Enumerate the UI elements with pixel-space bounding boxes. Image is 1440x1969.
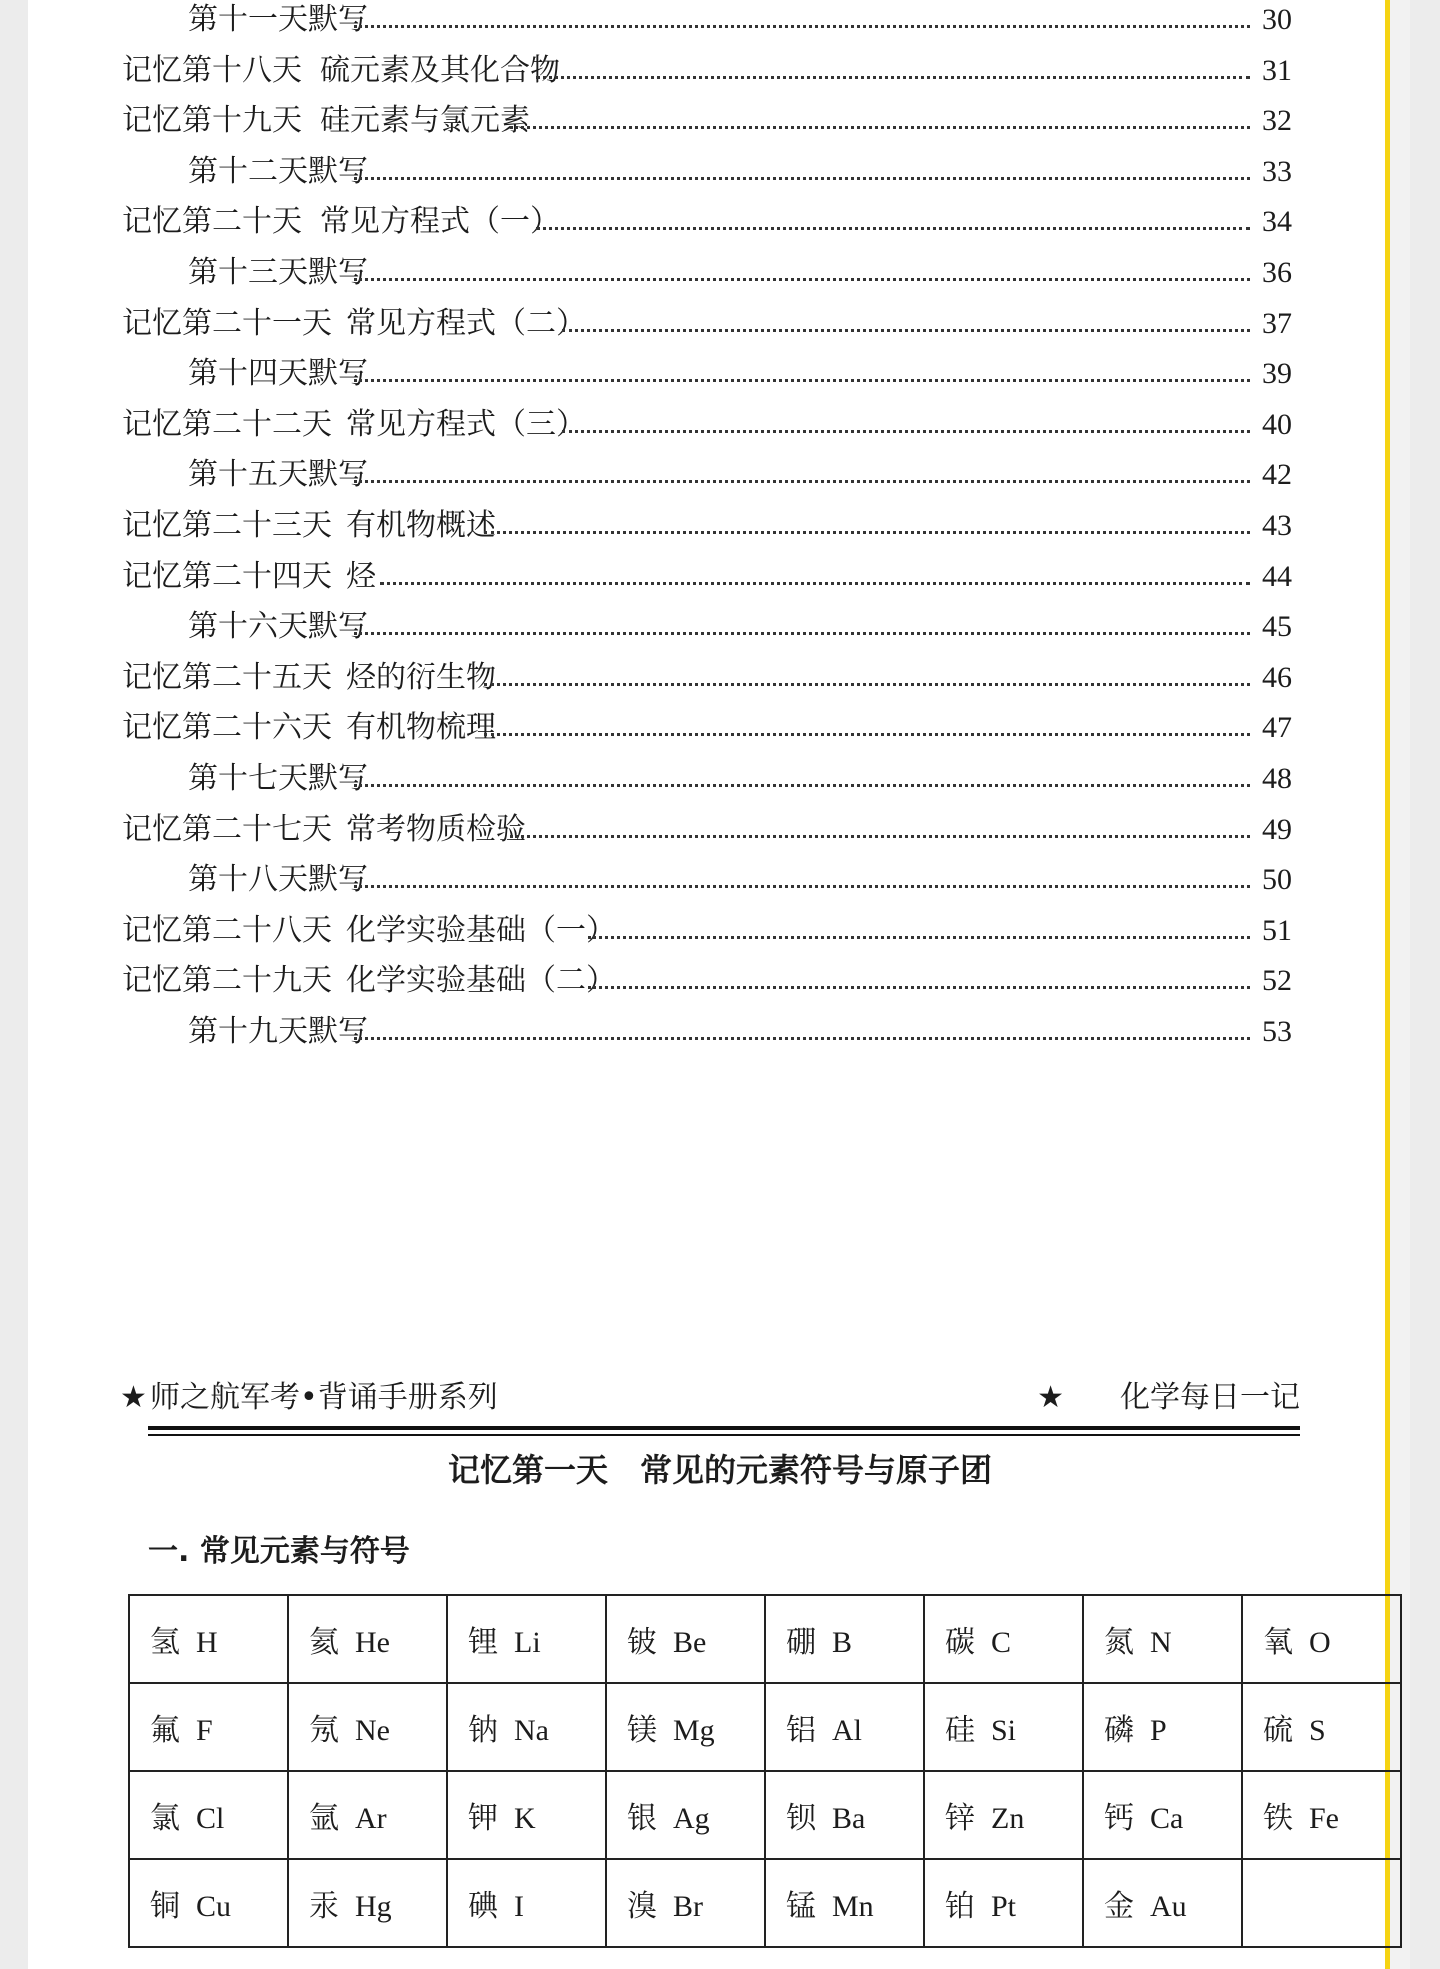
element-name: 氦 — [309, 1625, 339, 1660]
toc-dot-leader — [354, 1037, 1250, 1040]
toc-entry — [122, 455, 1292, 495]
element-name: 金 — [1104, 1889, 1134, 1924]
element-symbol: Cl — [196, 1802, 225, 1835]
element-name: 铝 — [786, 1713, 816, 1748]
element-symbol: F — [196, 1714, 213, 1747]
element-name: 氧 — [1263, 1625, 1293, 1660]
element-cell — [1242, 1683, 1401, 1771]
toc-entry-title: 常见方程式（一） — [320, 204, 560, 240]
element-symbol: Si — [991, 1714, 1017, 1747]
toc-entry-label: 第十一天默写 — [188, 2, 368, 37]
toc-dot-leader — [484, 683, 1250, 686]
toc-entry-title: 常考物质检验 — [346, 811, 526, 847]
element-cell — [1242, 1595, 1401, 1683]
toc-entry-label: 第十二天默写 — [188, 153, 368, 189]
element-cell — [606, 1595, 765, 1683]
element-symbol: S — [1309, 1714, 1326, 1747]
element-cell — [765, 1595, 924, 1683]
element-symbol: Li — [514, 1626, 541, 1659]
toc-entry — [122, 0, 1292, 40]
toc-dot-leader — [354, 784, 1250, 787]
toc-entry-title: 化学实验基础（二） — [346, 963, 616, 999]
toc-entry — [122, 708, 1292, 748]
toc-entry-label: 记忆第十八天 — [122, 52, 302, 88]
toc-entry — [122, 354, 1292, 394]
toc-entry — [122, 152, 1292, 192]
element-cell — [765, 1683, 924, 1771]
toc-entry-label: 记忆第二十五天 — [122, 659, 332, 695]
page-background-left — [0, 0, 28, 1969]
toc-page-number: 44 — [1262, 559, 1292, 593]
toc-dot-leader — [484, 531, 1250, 534]
toc-entry-title: 硫元素及其化合物 — [320, 52, 560, 88]
toc-page-number: 46 — [1262, 660, 1292, 694]
toc-dot-leader — [510, 835, 1250, 838]
element-cell — [765, 1771, 924, 1859]
table-row — [129, 1595, 1401, 1683]
toc-entry-title: 烃的衍生物 — [346, 659, 496, 695]
toc-entry — [122, 759, 1292, 799]
element-cell — [288, 1595, 447, 1683]
element-symbol: P — [1150, 1714, 1167, 1747]
toc-page-number: 30 — [1262, 3, 1292, 36]
toc-entry-label: 记忆第二十七天 — [122, 811, 332, 847]
table-row — [129, 1771, 1401, 1859]
element-symbol: Br — [673, 1890, 703, 1923]
toc-page-number: 43 — [1262, 509, 1292, 542]
toc-entry-title: 有机物概述 — [346, 508, 496, 543]
toc-page-number: 48 — [1262, 762, 1292, 795]
element-symbol: Au — [1150, 1890, 1187, 1923]
element-cell — [288, 1771, 447, 1859]
element-name: 氮 — [1104, 1625, 1134, 1660]
toc-entry — [122, 101, 1292, 141]
element-cell — [1083, 1683, 1242, 1771]
subsection-title: 一. 常见元素与符号 — [148, 1534, 410, 1569]
element-name: 氯 — [150, 1801, 180, 1836]
element-name: 氟 — [150, 1713, 180, 1748]
header-rule — [148, 1426, 1300, 1430]
element-cell — [765, 1859, 924, 1947]
page-background-right — [1410, 0, 1440, 1969]
element-cell — [288, 1683, 447, 1771]
toc-entry-title: 烃 — [346, 558, 376, 594]
toc-dot-leader — [536, 227, 1250, 230]
element-name: 钠 — [468, 1713, 498, 1748]
toc-entry — [122, 911, 1292, 951]
toc-dot-leader — [588, 986, 1250, 989]
toc-entry-label: 记忆第十九天 — [122, 103, 302, 139]
element-symbol: Pt — [991, 1890, 1017, 1923]
toc-entry-label: 第十五天默写 — [188, 457, 368, 493]
element-symbol: C — [991, 1626, 1012, 1659]
toc-page-number: 42 — [1262, 458, 1292, 492]
element-symbol: I — [514, 1890, 524, 1923]
element-symbol: B — [832, 1626, 853, 1659]
element-symbol: K — [514, 1802, 536, 1835]
element-cell — [129, 1859, 288, 1947]
element-symbol: He — [355, 1626, 390, 1659]
element-cell — [1242, 1771, 1401, 1859]
toc-dot-leader — [588, 936, 1250, 939]
toc-entry — [122, 1012, 1292, 1052]
element-symbol: O — [1309, 1626, 1331, 1659]
element-symbol: Al — [832, 1714, 862, 1747]
toc-dot-leader — [562, 430, 1250, 433]
toc-page-number: 40 — [1262, 407, 1292, 441]
toc-entry — [122, 607, 1292, 647]
toc-page-number: 33 — [1262, 154, 1292, 188]
element-name: 碳 — [945, 1625, 975, 1660]
toc-dot-leader — [562, 329, 1250, 332]
element-symbol: Mn — [832, 1890, 874, 1923]
toc-entry — [122, 860, 1292, 900]
toc-dot-leader — [380, 582, 1250, 585]
table-row — [129, 1683, 1401, 1771]
element-cell — [129, 1595, 288, 1683]
element-cell — [1083, 1595, 1242, 1683]
star-icon: ★ — [1037, 1380, 1064, 1415]
toc-entry — [122, 51, 1292, 91]
element-cell — [447, 1771, 606, 1859]
element-cell — [129, 1683, 288, 1771]
toc-entry-label: 第十七天默写 — [188, 761, 368, 796]
element-cell — [924, 1859, 1083, 1947]
element-symbol: Ca — [1150, 1802, 1184, 1835]
element-name: 锂 — [468, 1625, 498, 1660]
element-name: 铜 — [150, 1889, 180, 1924]
element-symbol: Fe — [1309, 1802, 1339, 1835]
element-name: 硅 — [945, 1713, 975, 1748]
element-name: 铁 — [1263, 1801, 1293, 1836]
toc-entry — [122, 202, 1292, 242]
element-name: 锰 — [786, 1889, 816, 1924]
toc-entry-title: 常见方程式（三） — [346, 406, 586, 442]
element-symbol: Zn — [991, 1802, 1025, 1835]
toc-entry-title: 化学实验基础（一） — [346, 912, 616, 948]
element-symbol: Be — [673, 1626, 707, 1659]
toc-dot-leader — [484, 733, 1250, 736]
toc-entry-label: 记忆第二十一天 — [122, 305, 332, 341]
element-cell — [447, 1595, 606, 1683]
toc-entry — [122, 405, 1292, 445]
element-name: 钡 — [786, 1801, 816, 1836]
element-cell — [606, 1859, 765, 1947]
element-name: 钾 — [468, 1801, 498, 1836]
element-name: 硫 — [1263, 1713, 1293, 1748]
toc-page-number: 45 — [1262, 610, 1292, 644]
element-cell — [129, 1771, 288, 1859]
element-name: 汞 — [309, 1889, 339, 1924]
element-cell — [447, 1683, 606, 1771]
toc-dot-leader — [536, 76, 1250, 79]
element-cell — [1242, 1859, 1401, 1947]
toc-entry-label: 记忆第二十九天 — [122, 963, 332, 999]
toc-entry — [122, 557, 1292, 597]
element-symbol: Ag — [673, 1802, 710, 1835]
element-name: 磷 — [1104, 1713, 1134, 1748]
element-symbol-table — [128, 1594, 1402, 1948]
header-rule — [148, 1434, 1300, 1436]
toc-page-number: 51 — [1262, 913, 1292, 947]
toc-entry-label: 第十八天默写 — [188, 862, 368, 898]
element-name: 氩 — [309, 1801, 339, 1836]
element-symbol: Cu — [196, 1890, 232, 1923]
toc-page-number: 36 — [1262, 256, 1292, 289]
toc-page-number: 49 — [1262, 812, 1292, 846]
toc-entry-label: 记忆第二十四天 — [122, 558, 332, 594]
toc-page-number: 31 — [1262, 53, 1292, 87]
element-name: 硼 — [786, 1625, 816, 1660]
element-cell — [606, 1683, 765, 1771]
element-name: 镁 — [627, 1713, 657, 1748]
element-name: 铂 — [945, 1889, 975, 1924]
toc-dot-leader — [354, 379, 1250, 382]
series-name: 师之航军考•背诵手册系列 — [150, 1380, 498, 1415]
element-symbol: Ar — [355, 1802, 387, 1835]
element-symbol: N — [1150, 1626, 1172, 1659]
element-name: 铍 — [627, 1625, 657, 1660]
element-symbol: Ba — [832, 1802, 866, 1835]
toc-entry-title: 硅元素与氯元素 — [320, 103, 530, 139]
toc-page-number: 34 — [1262, 205, 1292, 239]
element-name: 溴 — [627, 1889, 657, 1924]
toc-entry — [122, 658, 1292, 698]
toc-entry — [122, 506, 1292, 546]
element-symbol: Mg — [673, 1714, 715, 1747]
element-name: 氢 — [150, 1625, 180, 1660]
toc-entry — [122, 961, 1292, 1001]
toc-entry-label: 记忆第二十六天 — [122, 710, 332, 746]
element-cell — [288, 1859, 447, 1947]
toc-page-number: 47 — [1262, 711, 1292, 745]
toc-entry-label: 记忆第二十二天 — [122, 406, 332, 442]
toc-dot-leader — [354, 278, 1250, 281]
element-symbol: Ne — [355, 1714, 390, 1747]
element-symbol: Hg — [355, 1890, 392, 1923]
toc-dot-leader — [354, 25, 1250, 28]
toc-page-number: 39 — [1262, 357, 1292, 391]
toc-entry-title: 常见方程式（二） — [346, 305, 586, 341]
toc-page-number: 52 — [1262, 964, 1292, 998]
element-name: 氖 — [309, 1713, 339, 1748]
toc-page-number: 32 — [1262, 104, 1292, 138]
element-symbol: Na — [514, 1714, 549, 1747]
toc-dot-leader — [510, 126, 1250, 129]
toc-entry-label: 记忆第二十三天 — [122, 508, 332, 543]
toc-entry-label: 第十六天默写 — [188, 609, 368, 645]
toc-entry-title: 有机物梳理 — [346, 710, 496, 746]
toc-dot-leader — [354, 480, 1250, 483]
toc-entry — [122, 810, 1292, 850]
toc-entry-label: 记忆第二十天 — [122, 204, 302, 240]
element-cell — [447, 1859, 606, 1947]
element-cell — [924, 1771, 1083, 1859]
toc-dot-leader — [354, 177, 1250, 180]
toc-entry-label: 第十九天默写 — [188, 1014, 368, 1049]
element-cell — [606, 1771, 765, 1859]
element-name: 碘 — [468, 1889, 498, 1924]
toc-entry-label: 记忆第二十八天 — [122, 912, 332, 948]
element-cell — [1083, 1771, 1242, 1859]
toc-entry — [122, 304, 1292, 344]
element-cell — [1083, 1859, 1242, 1947]
toc-dot-leader — [354, 885, 1250, 888]
toc-dot-leader — [354, 632, 1250, 635]
element-name: 银 — [627, 1801, 657, 1836]
toc-page-number: 37 — [1262, 306, 1292, 340]
table-row — [129, 1859, 1401, 1947]
element-name: 钙 — [1104, 1801, 1134, 1836]
toc-entry-label: 第十三天默写 — [188, 255, 368, 290]
element-symbol: H — [196, 1626, 218, 1659]
toc-entry-label: 第十四天默写 — [188, 356, 368, 392]
toc-page-number: 50 — [1262, 863, 1292, 897]
element-cell — [924, 1595, 1083, 1683]
toc-entry — [122, 253, 1292, 293]
element-cell — [924, 1683, 1083, 1771]
star-icon: ★ — [120, 1380, 147, 1415]
section-title: 记忆第一天 常见的元素符号与原子团 — [447, 1451, 992, 1489]
toc-page-number: 53 — [1262, 1015, 1292, 1048]
book-name: 化学每日一记 — [1120, 1380, 1300, 1415]
element-name: 锌 — [945, 1801, 975, 1836]
